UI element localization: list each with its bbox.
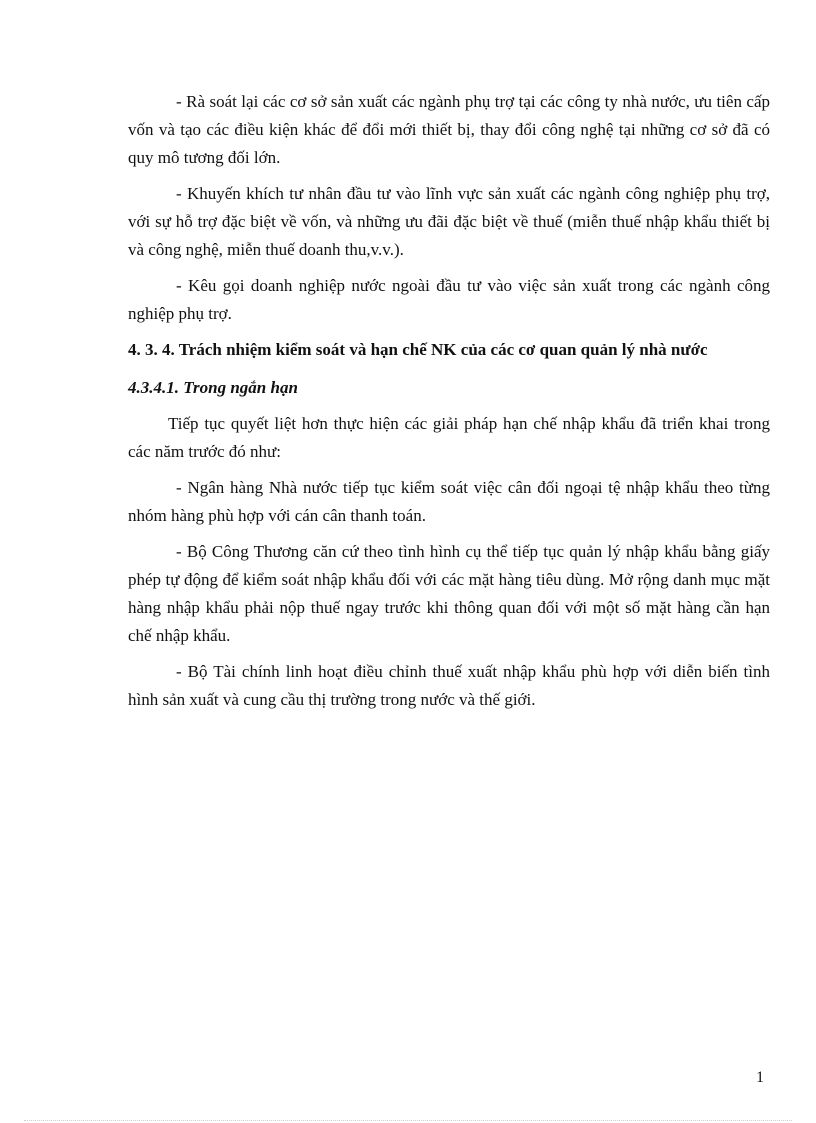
paragraph-state-bank: - Ngân hàng Nhà nước tiếp tục kiểm soát việc cân đối ngoại tệ nhập khẩu theo từng nhóm hàng phù hợp với cán cân thanh toán.: [128, 478, 770, 525]
paragraph-ministry-finance: - Bộ Tài chính linh hoạt điều chỉnh thuế xuất nhập khẩu phù hợp với diễn biến tình hình sản xuất và cung cầu thị trường trong nước và thế giới.: [128, 662, 770, 709]
paragraph-private-investment: - Khuyến khích tư nhân đầu tư vào lĩnh vực sản xuất các ngành công nghiệp phụ trợ, với sự hỗ trợ đặc biệt về vốn, và những ưu đãi đặc biệt về thuế (miễn thuế nhập khẩu thiết bị và công nghệ, miễn thuế doanh thu,v.v.).: [128, 184, 770, 259]
subsection-heading: 4.3.4.1. Trong ngắn hạn: [128, 378, 298, 397]
page-number: 1: [756, 1069, 764, 1086]
page-bottom-divider: [24, 1120, 792, 1121]
paragraph-foreign-investment: - Kêu gọi doanh nghiệp nước ngoài đầu tư vào việc sản xuất trong các ngành công nghiệp phụ trợ.: [128, 276, 770, 323]
section-heading: 4. 3. 4. Trách nhiệm kiểm soát và hạn chế NK của các cơ quan quản lý nhà nước: [128, 340, 708, 359]
paragraph-ministry-industry-trade: - Bộ Công Thương căn cứ theo tình hình cụ thể tiếp tục quản lý nhập khẩu bằng giấy phép tự động để kiểm soát nhập khẩu đối với các mặt hàng tiêu dùng. Mở rộng danh mục mặt hàng nhập khẩu phải nộp thuế ngay trước khi thông quan đối với một số mặt hàng cần hạn chế nhập khẩu.: [128, 542, 770, 645]
document-body: [128, 88, 770, 722]
paragraph-review-state-facilities: - Rà soát lại các cơ sở sản xuất các ngành phụ trợ tại các công ty nhà nước, ưu tiên cấp vốn và tạo các điều kiện khác để đổi mới thiết bị, thay đổi công nghệ tại những cơ sở đã có quy mô tương đối lớn.: [128, 92, 770, 167]
intro-paragraph: Tiếp tục quyết liệt hơn thực hiện các giải pháp hạn chế nhập khẩu đã triển khai trong các năm trước đó như:: [128, 414, 770, 461]
